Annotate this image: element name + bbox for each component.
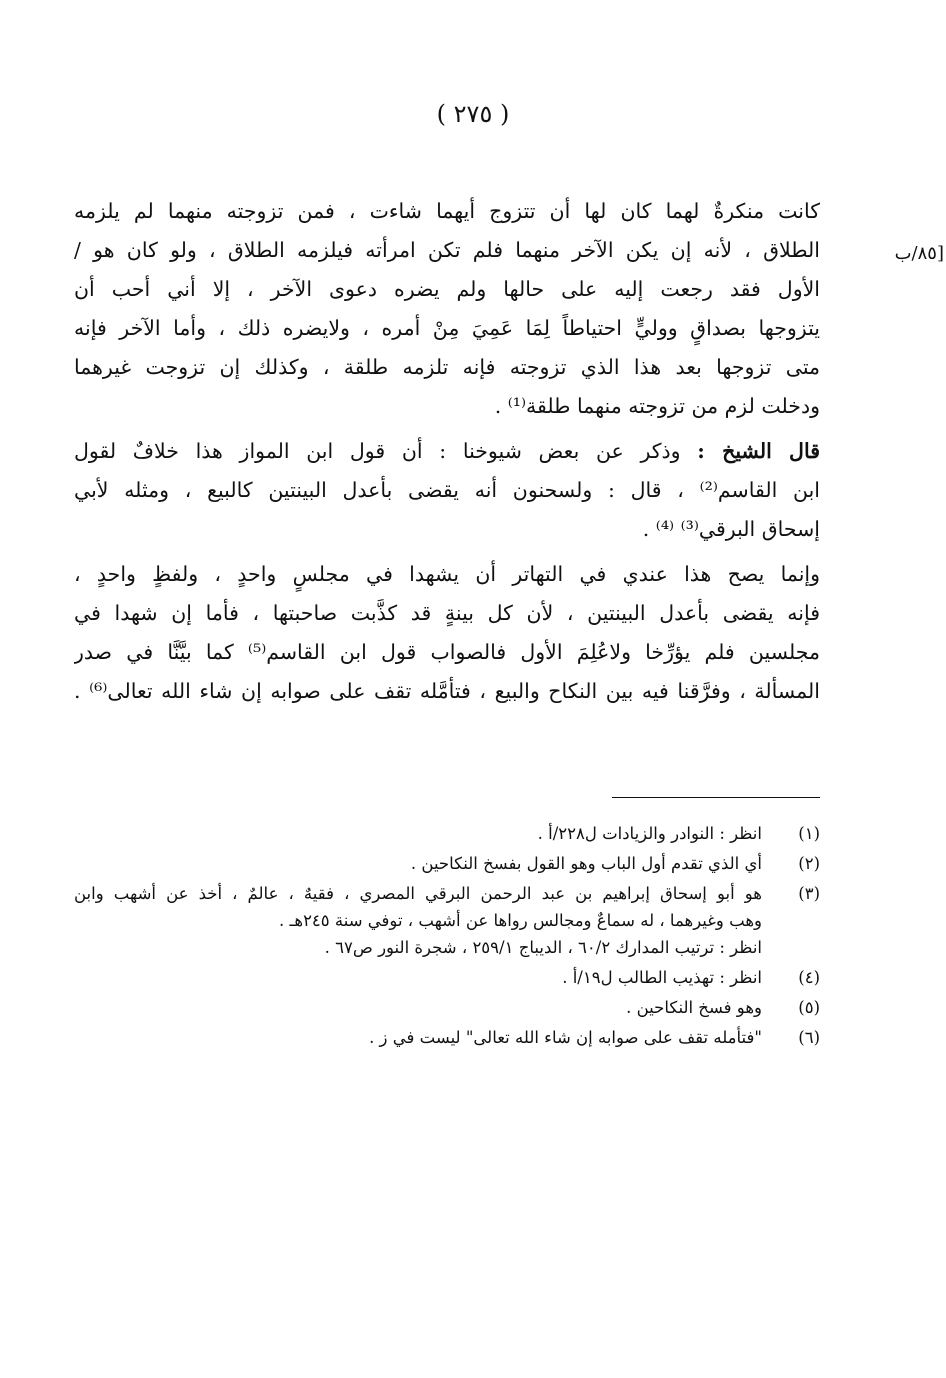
footnote-3 (74, 880, 820, 961)
text-line: المسألة ، وفرَّقنا فيه بين النكاح والبيع ، فتأمَّله تقف على صوابه إن شاء الله تعالى⁽⁶⁾ . (74, 679, 820, 703)
text-line: انظر : تهذيب الطالب ل١٩/أ . (562, 968, 762, 987)
footnote-number: (٣) (798, 884, 820, 903)
footnote-number: (٢) (798, 854, 820, 873)
footnote-text (74, 994, 762, 1021)
footnote-4 (74, 964, 820, 991)
footnote-6 (74, 1024, 820, 1051)
speaker-label: قال الشيخ : (697, 439, 820, 463)
text-line: ودخلت لزم من تزوجته منهما طلقة⁽¹⁾ . (494, 394, 820, 418)
footnote-text (74, 820, 762, 847)
text-line: كانت منكرةٌ لهما كان لها أن تتزوج أيهما شاءت ، فمن تزوجته منهما لم يلزمه (74, 199, 820, 223)
footnote-number: (١) (798, 824, 820, 843)
text-line: فإنه يقضى بأعدل البينتين ، لأن كل بينةٍ قد كذَّبت صاحبتها ، فأما إن شهدا في (74, 601, 820, 625)
footnote-number: (٤) (798, 968, 820, 987)
main-text (74, 192, 820, 717)
text-line: الأول فقد رجعت إليه على حالها ولم يضره دعوى الآخر ، إلا أني أحب أن (74, 277, 820, 301)
paragraph-1 (74, 192, 820, 426)
footnotes (74, 820, 820, 1054)
paragraph-2 (74, 432, 820, 549)
text-line: مجلسين فلم يؤرِّخا ولاعُلِمَ الأول فالصواب قول ابن القاسم⁽⁵⁾ كما بيَّنَّا في صدر (74, 640, 820, 664)
paragraph-3 (74, 555, 820, 711)
text-line: انظر : النوادر والزيادات ل٢٢٨/أ . (537, 824, 762, 843)
footnote-number: (٥) (798, 998, 820, 1017)
text-line: إسحاق البرقي⁽³⁾ ⁽⁴⁾ . (642, 517, 820, 541)
margin-folio-note: [٨٥/ب (894, 243, 944, 264)
footnote-5 (74, 994, 820, 1021)
text-line: "فتأمله تقف على صوابه إن شاء الله تعالى" ليست في ز . (369, 1028, 762, 1047)
footnote-text (74, 1024, 762, 1051)
text-line: متى تزوجها بعد هذا الذي تزوجته فإنه تلزمه طلقة ، وكذلك إن تزوجت غيرهما (74, 355, 820, 379)
page-number: ( ٢٧٥ ) (436, 100, 510, 128)
text-fragment: وذكر عن بعض شيوخنا : أن قول ابن المواز هذا خلافٌ لقول (74, 439, 681, 463)
text-line: انظر : ترتيب المدارك ٦٠/٢ ، الديباج ٢٥٩/١ ، شجرة النور ص٦٧ . (324, 938, 762, 957)
text-line: هو أبو إسحاق إبراهيم بن عبد الرحمن البرقي المصري ، فقيهٌ ، عالمٌ ، أخذ عن أشهب وابن (74, 884, 762, 903)
text-line: يتزوجها بصداقٍ ووليٍّ احتياطاً لِمَا عَمِيَ مِنْ أمره ، ولايضره ذلك ، وأما الآخر فإنه (74, 316, 820, 340)
text-line: وإنما يصح هذا عندي في التهاتر أن يشهدا في مجلسٍ واحدٍ ، ولفظٍ واحدٍ ، (74, 562, 820, 586)
footnote-1 (74, 820, 820, 847)
text-line: وهب وغيرهما ، له سماعٌ ومجالس رواها عن أشهب ، توفي سنة ٢٤٥هـ . (279, 911, 762, 930)
text-line: الطلاق ، لأنه إن يكن الآخر منهما فلم تكن امرأته فيلزمه الطلاق ، ولو كان هو / (74, 238, 820, 262)
text-line: وهو فسخ النكاحين . (626, 998, 762, 1017)
footnote-text (74, 880, 762, 961)
footnote-text (74, 850, 762, 877)
text-line: أي الذي تقدم أول الباب وهو القول بفسخ النكاحين . (410, 854, 762, 873)
footnote-text (74, 964, 762, 991)
footnote-2 (74, 850, 820, 877)
footnote-separator (612, 797, 820, 798)
text-line: ابن القاسم⁽²⁾ ، قال : ولسحنون أنه يقضى بأعدل البينتين كالبيع ، ومثله لأبي (74, 478, 820, 502)
footnote-number: (٦) (798, 1028, 820, 1047)
text-line (74, 432, 820, 471)
